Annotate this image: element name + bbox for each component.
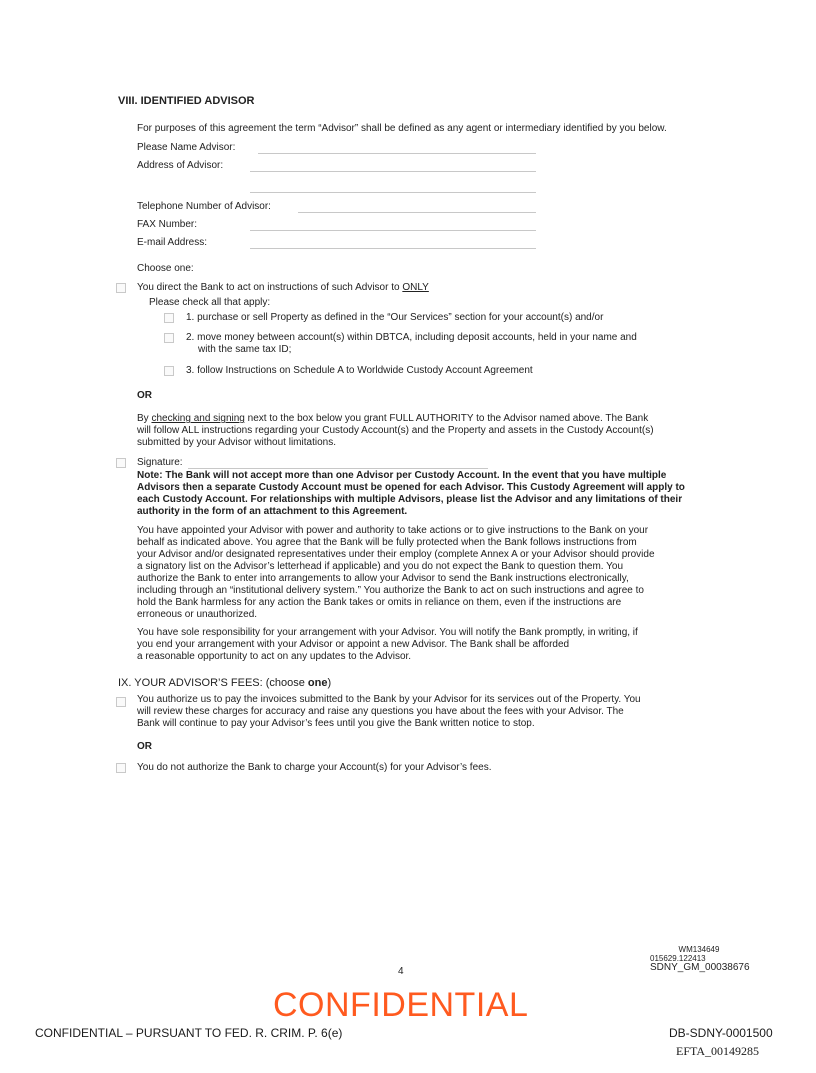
option3-checkbox[interactable] (164, 366, 174, 376)
full-authority-line1 (137, 413, 654, 425)
option1-text: 1. purchase or sell Property as defined in the “Our Services” section for your account(s) and/or (186, 312, 604, 323)
note-line3: each Custody Account. For relationships with multiple Advisors, please list the Advisor and any limitations of their (137, 494, 683, 505)
advisor-note (137, 470, 685, 518)
auth-line3: Bank will continue to pay your Advisor’s fees until you give the Bank written notice to stop. (137, 718, 535, 729)
p2-line1: You have sole responsibility for your arrangement with your Advisor. You will notify the Bank promptly, in writing, if (137, 627, 638, 638)
auth-line1: You authorize us to pay the invoices submitted to the Bank by your Advisor for its services out of the Property. You (137, 694, 641, 705)
p1-line8: erroneous or unauthorized. (137, 609, 258, 620)
p1-line1: You have appointed your Advisor with power and authority to take actions or to give instructions to the Bank on your (137, 525, 649, 536)
option1-checkbox[interactable] (164, 313, 174, 323)
authorize-fees-checkbox[interactable] (116, 697, 126, 707)
p1-line7: hold the Bank harmless for any action the Bank takes or omits in reliance on them, even if the instructions are (137, 597, 622, 608)
legal-notice: CONFIDENTIAL – PURSUANT TO FED. R. CRIM. P. 6(e) (35, 1026, 343, 1040)
direct-only-emphasis: ONLY (402, 282, 429, 293)
page-number: 4 (398, 966, 404, 977)
advisor-fax-field[interactable] (250, 230, 536, 231)
advisor-address-field-line2[interactable] (250, 192, 536, 193)
advisor-name-label: Please Name Advisor: (137, 142, 236, 153)
check-all-label: Please check all that apply: (149, 297, 271, 308)
full-authority-paragraph (137, 413, 654, 449)
option2-checkbox[interactable] (164, 333, 174, 343)
advisor-name-field[interactable] (258, 153, 536, 154)
section-8-heading: VIII. IDENTIFIED ADVISOR (118, 95, 255, 107)
confidential-stamp: CONFIDENTIAL (273, 986, 529, 1024)
section-9-heading-post: ) (327, 677, 332, 689)
p1-line4: a signatory list on the Advisor’s letterhead if applicable) and you do not expect the Bank to question them. You (137, 561, 624, 572)
direct-only-checkbox[interactable] (116, 283, 126, 293)
auth-line2: will review these charges for accuracy and raise any questions you have about the fees with your Advisor. The (137, 706, 624, 717)
or-separator-1: OR (137, 390, 152, 401)
full-authority-post: next to the box below you grant FULL AUTHORITY to the Advisor named above. The Bank (244, 413, 649, 424)
advisor-phone-label: Telephone Number of Advisor: (137, 201, 271, 212)
ref-line2: 015629.122413 (650, 954, 706, 963)
full-authority-line2: will follow ALL instructions regarding your Custody Account(s) and the Property and assets in the Custody Account(s) (137, 425, 654, 436)
full-authority-line3: submitted by your Advisor without limitations. (137, 437, 336, 448)
direct-only-pre: You direct the Bank to act on instructions of such Advisor to (137, 282, 403, 293)
note-line2: Advisors then a separate Custody Account must be opened for each Advisor. This Custody Agreement will apply to (137, 482, 685, 493)
note-line1: Note: The Bank will not accept more than one Advisor per Custody Account. In the event that you have multiple (137, 470, 667, 481)
direct-only-text (137, 281, 429, 294)
p1-line3: your Advisor and/or designated representatives under their employ (complete Annex A or your Advisor should provide (137, 549, 655, 560)
p2-line3: a reasonable opportunity to act on any updates to the Advisor. (137, 651, 412, 662)
p1-line2: behalf as indicated above. You agree that the Bank will be fully protected when the Bank follows instructions from (137, 537, 637, 548)
ref-line3: SDNY_GM_00038676 (650, 962, 750, 973)
advisor-fax-label: FAX Number: (137, 219, 198, 230)
signature-checkbox[interactable] (116, 458, 126, 468)
option2-text-line1: 2. move money between account(s) within DBTCA, including deposit accounts, held in your name and (186, 332, 637, 343)
choose-one-label: Choose one: (137, 263, 194, 274)
checking-and-signing: checking and signing (151, 413, 245, 424)
or-separator-2: OR (137, 741, 152, 752)
authorize-fees-paragraph (137, 694, 641, 730)
appointed-advisor-paragraph (137, 525, 655, 621)
option3-text: 3. follow Instructions on Schedule A to Worldwide Custody Account Agreement (186, 365, 533, 376)
bates-number-1: DB-SDNY-0001500 (669, 1026, 773, 1040)
no-authorize-fees-checkbox[interactable] (116, 763, 126, 773)
p1-line6: including through an “institutional delivery system.” You authorize the Bank to act on such instructions and agree to (137, 585, 644, 596)
p2-line2: you end your arrangement with your Advisor or appoint a new Advisor. The Bank shall be afforded (137, 639, 570, 650)
section-9-heading-one: one (307, 677, 328, 689)
section-9-heading (118, 676, 331, 690)
sole-responsibility-paragraph (137, 627, 638, 663)
full-authority-pre: By (137, 413, 152, 424)
ref-line1: WM134649 (678, 945, 720, 954)
no-authorize-fees-text: You do not authorize the Bank to charge your Account(s) for your Advisor’s fees. (137, 762, 492, 773)
advisor-address-field[interactable] (250, 171, 536, 172)
option2-text-line2: with the same tax ID; (198, 344, 292, 355)
signature-field[interactable] (188, 468, 488, 469)
section-9-heading-pre: IX. YOUR ADVISOR’S FEES: (choose (118, 677, 308, 689)
signature-label: Signature: (137, 457, 183, 468)
section-8-intro: For purposes of this agreement the term “Advisor” shall be defined as any agent or intermediary identified by you below. (137, 123, 667, 134)
bates-number-2: EFTA_00149285 (676, 1044, 760, 1058)
p1-line5: authorize the Bank to enter into arrangements to allow your Advisor to send the Bank instructions electronically, (137, 573, 629, 584)
advisor-email-label: E-mail Address: (137, 237, 208, 248)
advisor-address-label: Address of Advisor: (137, 160, 224, 171)
advisor-email-field[interactable] (250, 248, 536, 249)
note-line4: authority in the form of an attachment to this Agreement. (137, 506, 408, 517)
advisor-phone-field[interactable] (298, 212, 536, 213)
